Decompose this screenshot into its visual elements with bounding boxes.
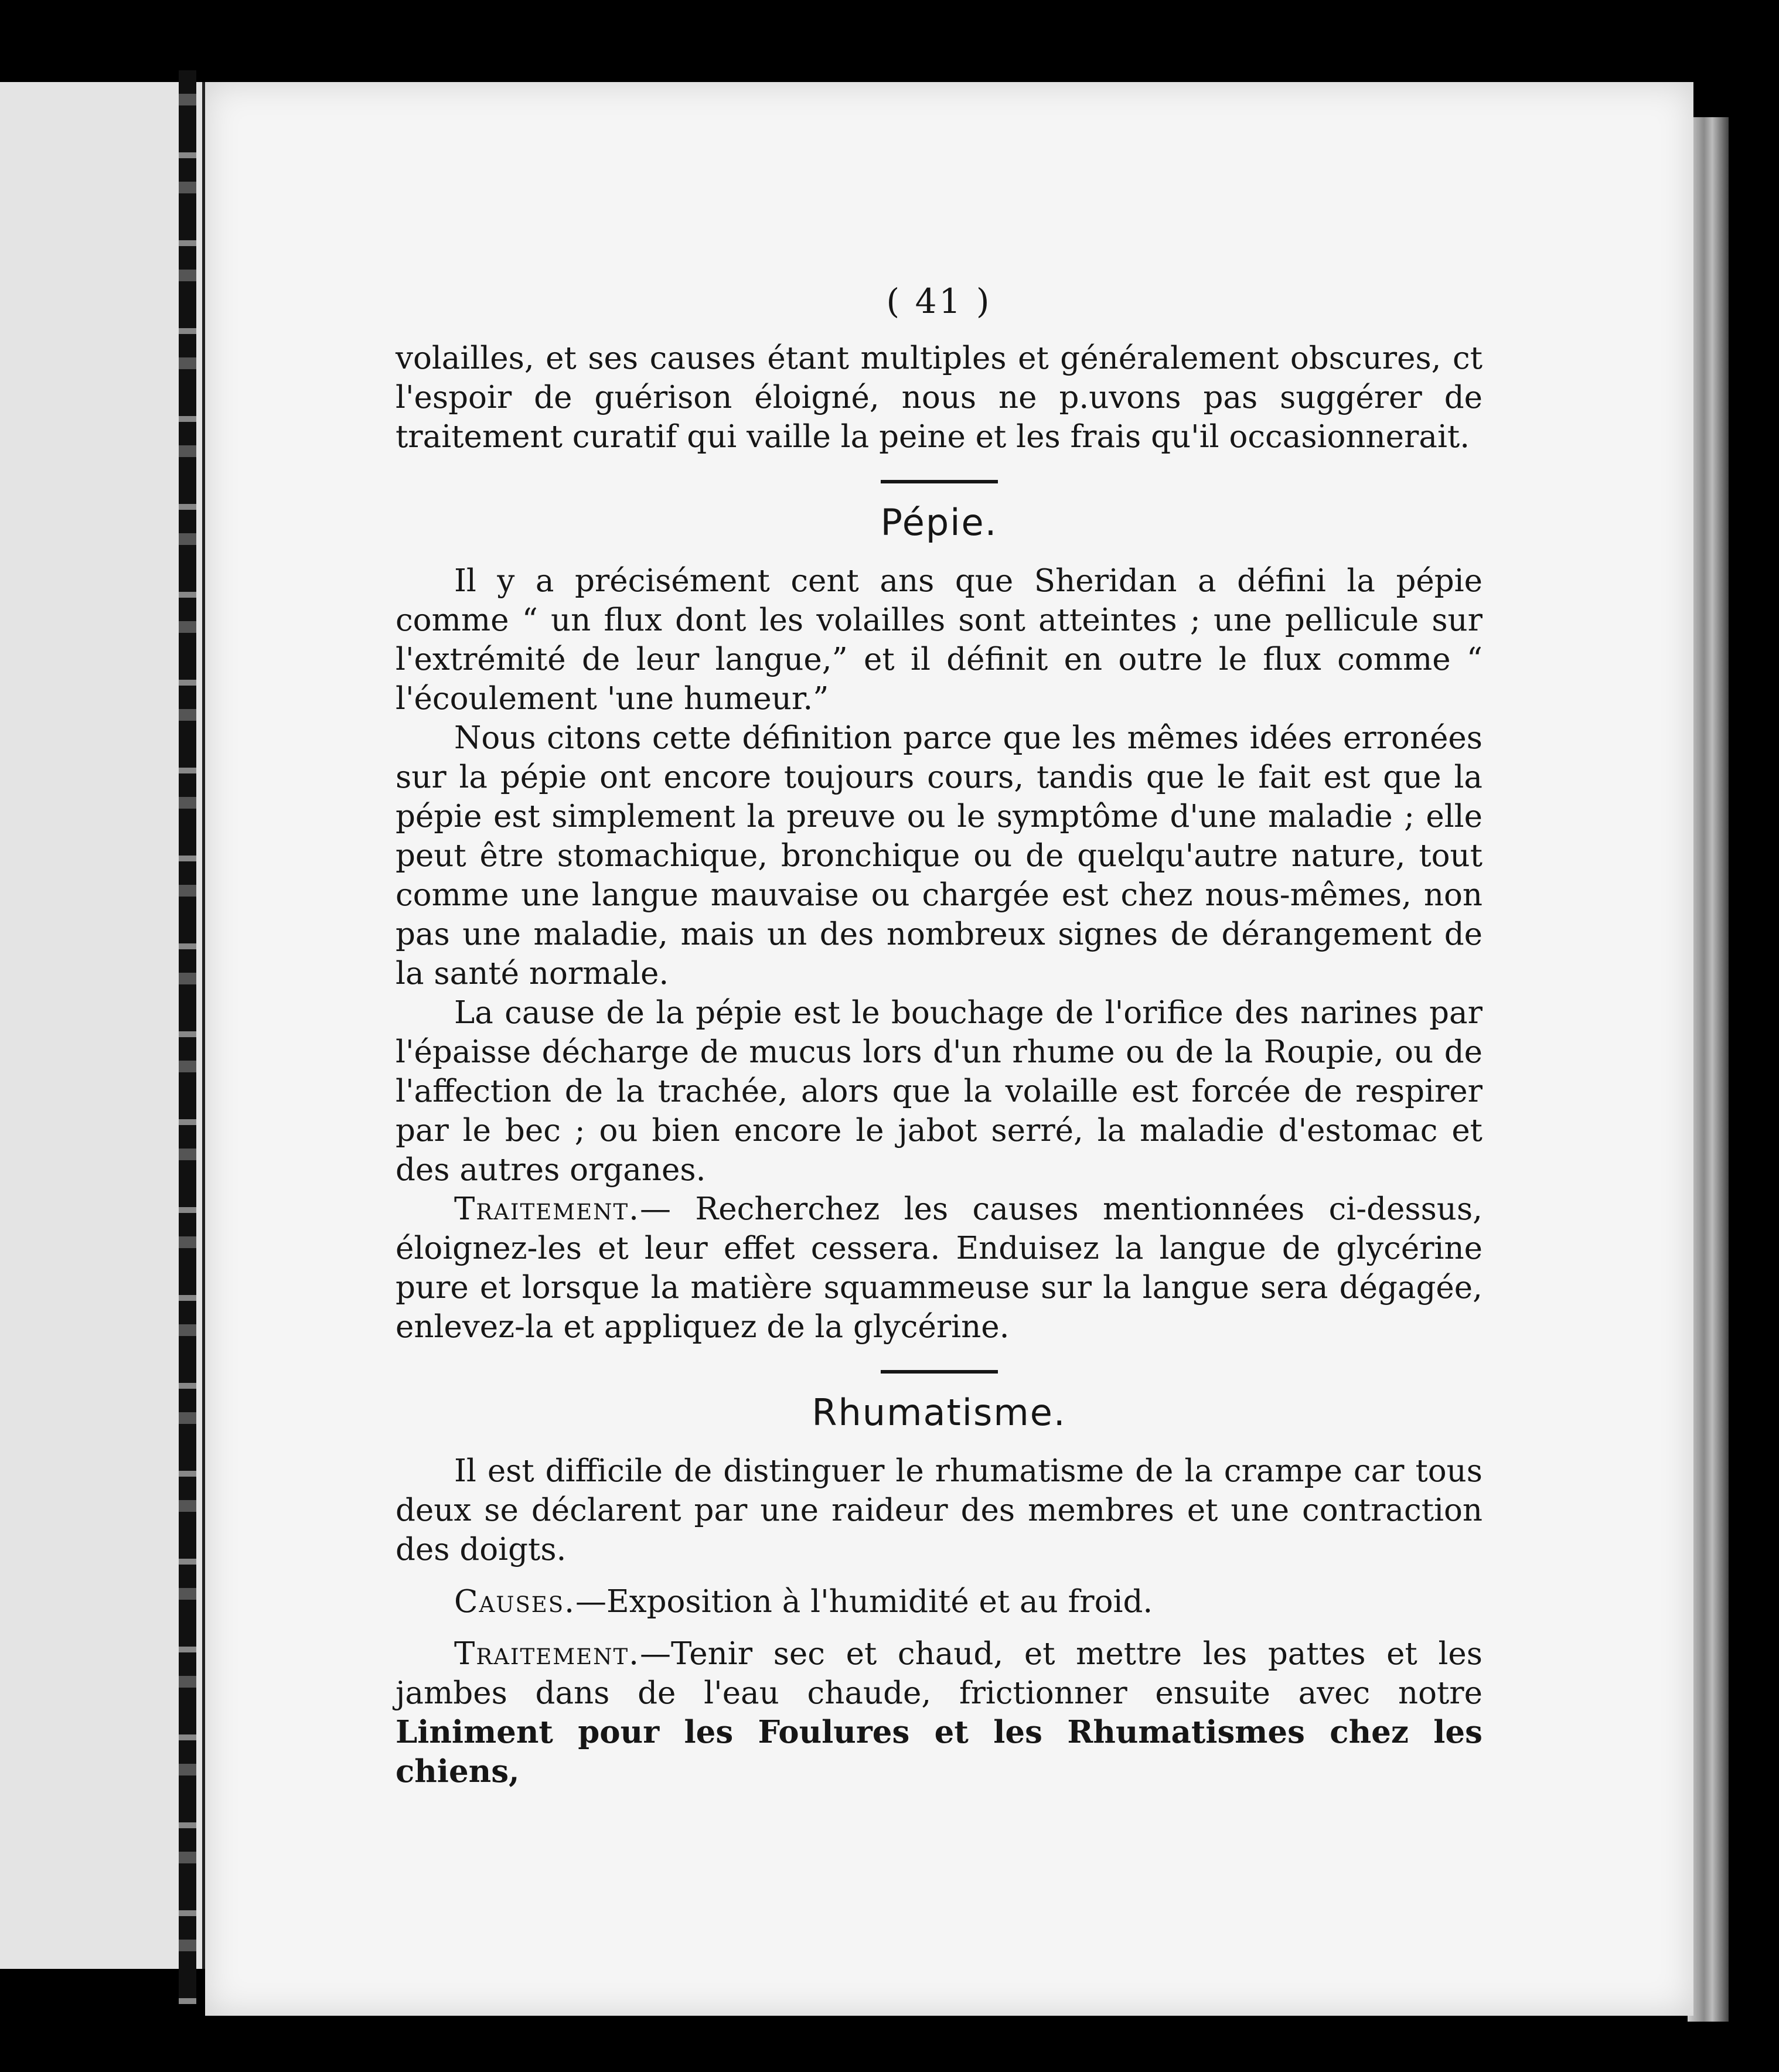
treatment-label: Traitement. (454, 1636, 640, 1672)
causes-label: Causes. (454, 1584, 576, 1620)
page-content (396, 281, 1482, 1791)
pepie-paragraph-2: Nous citons cette définition parce que les mêmes idées erronées sur la pépie ont encore toujours cours, tandis que le fait est que la pépie est simplement la preuve ou le symptôme d'une maladie ; elle peut être stomachique, bronchique ou de quelqu'autre nature, tout comme une langue mauvaise ou chargée est chez nous-mêmes, non pas une maladie, mais un des nombreux signes de dérangement de la santé normale. (396, 720, 1482, 991)
intro-paragraph: volailles, et ses causes étant multiples et généralement obscures, ct l'espoir de guérison éloigné, nous ne p.uvons pas suggérer de traitement curatif qui vaille la peine et les frais qu'il occasionnerait. (396, 340, 1482, 455)
heading-rhumatisme: Rhumatisme. (812, 1391, 1066, 1434)
section-divider (881, 480, 998, 483)
pepie-paragraph-1: Il y a précisément cent ans que Sheridan a défini la pépie comme “ un flux dont les volailles sont atteintes ; une pellicule sur l'extrémité de leur langue,” et il définit en outre le flux comme “ l'écoulement 'une humeur.” (396, 563, 1482, 717)
rhumatisme-treatment-paragraph (396, 1634, 1482, 1791)
treatment-text: — Recherchez les causes mentionnées ci-dessus, éloignez-les et leur effet cessera. Enduisez la langue de glycérine pure et lorsque la matière squammeuse sur la langue sera dégagée, enlevez-la et appliquez de la glycérine. (396, 1191, 1482, 1345)
facing-page-edge (0, 82, 208, 1969)
book-page (205, 82, 1693, 2016)
pepie-treatment-paragraph (396, 1190, 1482, 1347)
book-binding (179, 70, 196, 2004)
causes-text: —Exposition à l'humidité et au froid. (575, 1584, 1153, 1620)
page-number: ( 41 ) (886, 281, 992, 321)
liniment-text: Liniment pour les Foulures et les Rhumatismes chez les chiens, (396, 1714, 1482, 1790)
treatment-text: —Tenir sec et chaud, et mettre les pattes et les jambes dans de l'eau chaude, frictionner ensuite avec notre (396, 1636, 1482, 1711)
page-stack-edge (1688, 117, 1729, 2022)
pepie-paragraph-3: La cause de la pépie est le bouchage de l'orifice des narines par l'épaisse décharge de mucus lors d'un rhume ou de la Roupie, ou de l'affection de la trachée, alors que la volaille est forcée de respirer par le bec ; ou bien encore le jabot serré, la maladie d'estomac et des autres organes. (396, 995, 1482, 1188)
rhumatisme-paragraph-1: Il est difficile de distinguer le rhumatisme de la crampe car tous deux se déclarent par une raideur des membres et une contraction des doigts. (396, 1453, 1482, 1567)
section-divider (881, 1370, 998, 1374)
treatment-label: Traitement. (454, 1191, 640, 1227)
rhumatisme-causes-paragraph (396, 1582, 1482, 1621)
heading-pepie: Pépie. (880, 501, 998, 544)
